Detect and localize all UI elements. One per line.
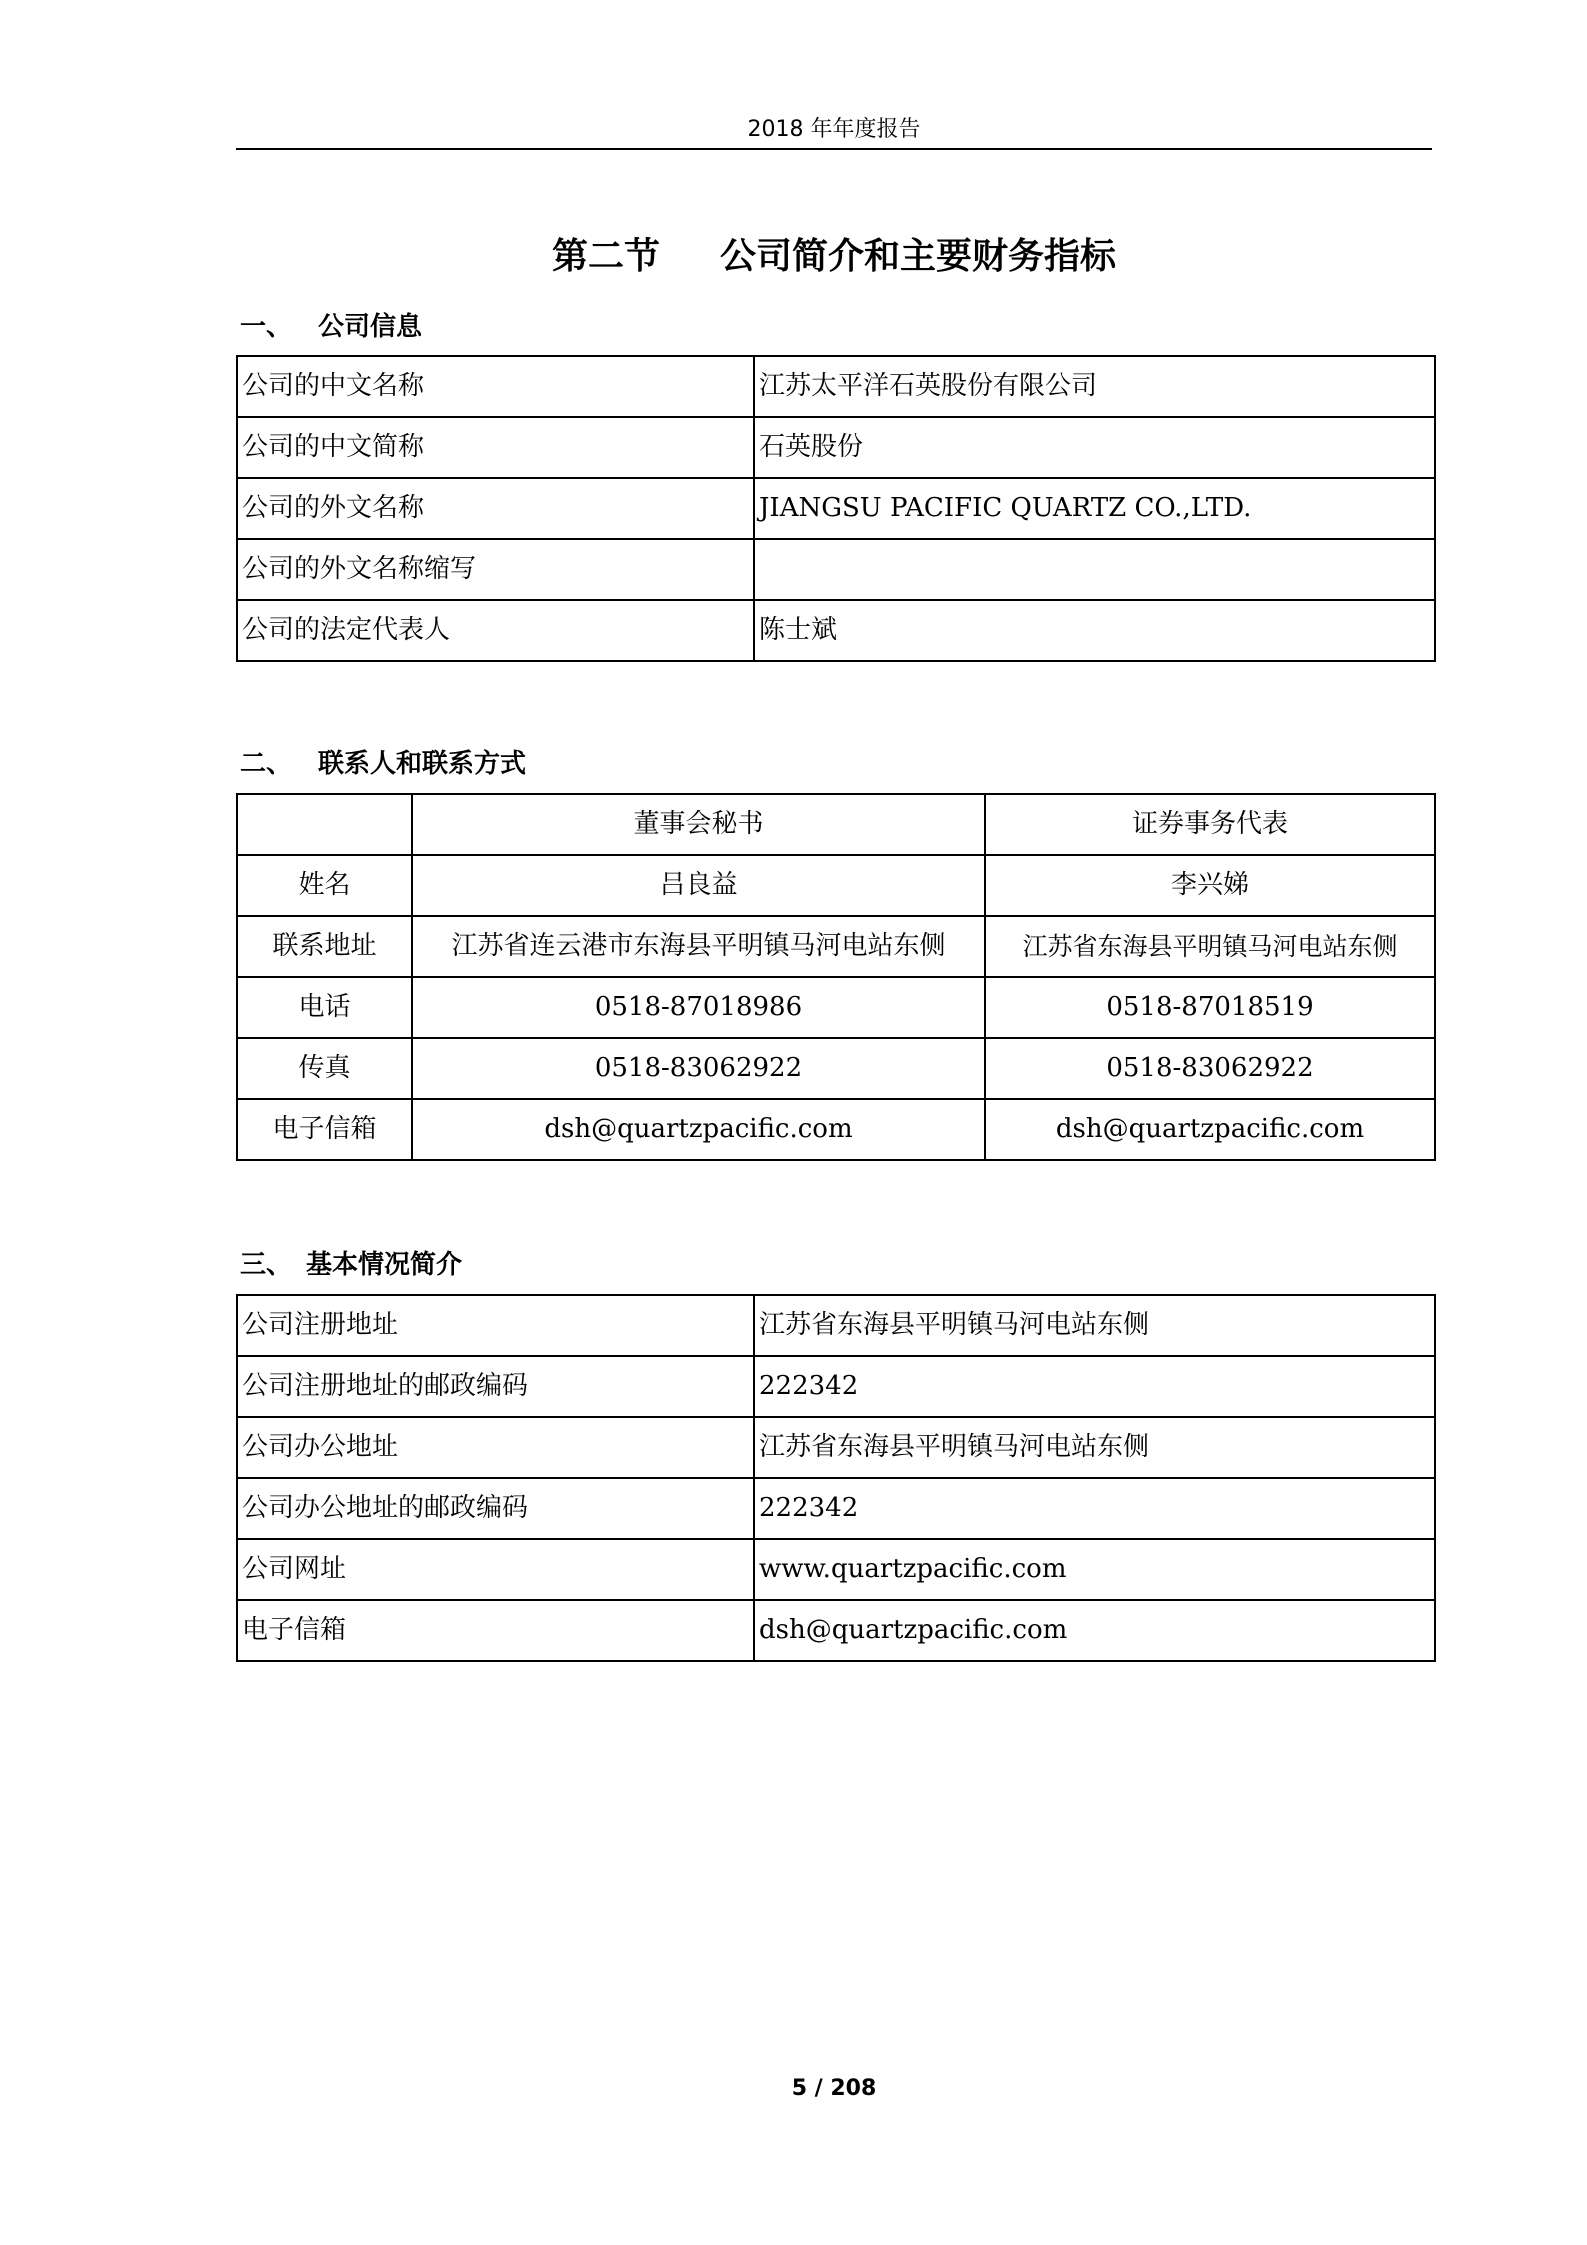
table-row [237, 916, 1435, 977]
section-heading-number: 二、 [240, 749, 293, 779]
header-empty-cell [237, 794, 412, 855]
header-divider [236, 148, 1432, 150]
row-label: 公司办公地址 [237, 1417, 754, 1478]
rep-value: 0518-83062922 [985, 1038, 1435, 1099]
row-label: 公司的中文简称 [237, 417, 754, 478]
page-title [236, 228, 1432, 279]
row-label: 公司办公地址的邮政编码 [237, 1478, 754, 1539]
section-heading-text: 基本情况简介 [306, 1250, 463, 1280]
table-row [237, 539, 1435, 600]
row-value: 222342 [754, 1478, 1435, 1539]
table-row [237, 1356, 1435, 1417]
row-label: 电子信箱 [237, 1099, 412, 1160]
table-row [237, 356, 1435, 417]
section-heading-text: 公司信息 [318, 312, 423, 342]
rep-value: 李兴娣 [985, 855, 1435, 916]
table-row [237, 600, 1435, 661]
table-row [237, 1295, 1435, 1356]
row-label: 联系地址 [237, 916, 412, 977]
section-heading-number: 一、 [240, 312, 293, 342]
row-label: 公司的外文名称缩写 [237, 539, 754, 600]
secretary-value: 0518-87018986 [412, 977, 985, 1038]
table-row [237, 1099, 1435, 1160]
table-row [237, 1600, 1435, 1661]
secretary-value: 0518-83062922 [412, 1038, 985, 1099]
row-label: 公司网址 [237, 1539, 754, 1600]
section-heading-basic-info [240, 1244, 462, 1281]
basic-info-table [236, 1294, 1436, 1662]
row-label: 公司注册地址的邮政编码 [237, 1356, 754, 1417]
page-header: 2018 年年度报告 [747, 117, 921, 142]
table-row [237, 855, 1435, 916]
row-value: 江苏太平洋石英股份有限公司 [754, 356, 1435, 417]
row-value: 江苏省东海县平明镇马河电站东侧 [754, 1417, 1435, 1478]
section-heading-number: 三、 [240, 1250, 293, 1280]
table-row [237, 1038, 1435, 1099]
row-label: 公司注册地址 [237, 1295, 754, 1356]
table-row [237, 1539, 1435, 1600]
table-row [237, 1478, 1435, 1539]
section-heading-text: 联系人和联系方式 [318, 749, 527, 779]
row-value: 222342 [754, 1356, 1435, 1417]
section-number: 第二节 [551, 236, 660, 277]
table-row [237, 977, 1435, 1038]
row-value: www.quartzpacific.com [754, 1539, 1435, 1600]
row-value: dsh@quartzpacific.com [754, 1600, 1435, 1661]
rep-value: 江苏省东海县平明镇马河电站东侧 [985, 916, 1435, 977]
row-value [754, 539, 1435, 600]
secretary-value: 吕良益 [412, 855, 985, 916]
row-label: 公司的中文名称 [237, 356, 754, 417]
row-label: 电话 [237, 977, 412, 1038]
secretary-value: dsh@quartzpacific.com [412, 1099, 985, 1160]
row-value: 江苏省东海县平明镇马河电站东侧 [754, 1295, 1435, 1356]
table-row [237, 417, 1435, 478]
row-value: JIANGSU PACIFIC QUARTZ CO.,LTD. [754, 478, 1435, 539]
header-secretary: 董事会秘书 [412, 794, 985, 855]
row-label: 电子信箱 [237, 1600, 754, 1661]
table-row [237, 1417, 1435, 1478]
table-header-row [237, 794, 1435, 855]
contacts-table [236, 793, 1436, 1161]
row-value: 陈士斌 [754, 600, 1435, 661]
company-info-table [236, 355, 1436, 662]
page-number: 5 / 208 [791, 2076, 877, 2101]
row-label: 公司的法定代表人 [237, 600, 754, 661]
section-name: 公司简介和主要财务指标 [720, 236, 1117, 277]
table-row [237, 478, 1435, 539]
header-rep: 证券事务代表 [985, 794, 1435, 855]
row-label: 公司的外文名称 [237, 478, 754, 539]
section-heading-company-info [240, 306, 422, 343]
row-label: 传真 [237, 1038, 412, 1099]
rep-value: 0518-87018519 [985, 977, 1435, 1038]
rep-value: dsh@quartzpacific.com [985, 1099, 1435, 1160]
section-heading-contacts [240, 743, 526, 780]
secretary-value: 江苏省连云港市东海县平明镇马河电站东侧 [412, 916, 985, 977]
row-value: 石英股份 [754, 417, 1435, 478]
row-label: 姓名 [237, 855, 412, 916]
